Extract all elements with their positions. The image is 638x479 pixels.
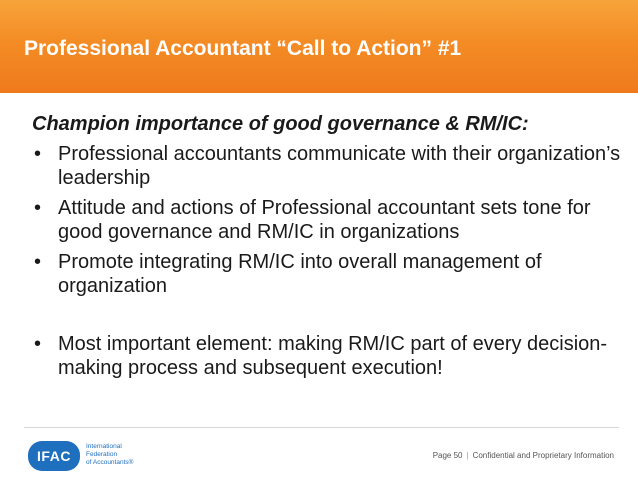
header-bar	[0, 0, 638, 93]
bullet-text: Promote integrating RM/IC into overall management of organization	[58, 251, 542, 297]
page-number: Page 50	[432, 451, 463, 460]
bullet-item	[32, 142, 622, 190]
confidential-notice: Confidential and Proprietary Information	[472, 451, 614, 460]
ifac-logo-wordmark	[86, 443, 133, 467]
bullet-item	[32, 250, 622, 298]
ifac-logo	[28, 441, 198, 471]
bullet-icon: •	[34, 197, 42, 219]
bullet-text: Professional accountants communicate with their organization’s leadership	[58, 143, 621, 189]
bullet-item	[32, 196, 622, 244]
bullet-text: Attitude and actions of Professional accountant sets tone for good governance and RM/IC in organizations	[58, 197, 591, 243]
bullet-text: Most important element: making RM/IC part of every decision-making process and subsequent execution!	[58, 333, 608, 379]
ifac-logo-badge: IFAC	[28, 441, 80, 471]
footer-separator: |	[466, 451, 469, 460]
bullet-icon: •	[34, 333, 42, 355]
footer-divider	[24, 427, 619, 428]
content-heading: Champion importance of good governance & RM/IC:	[32, 113, 529, 135]
bullet-item	[32, 332, 622, 380]
logo-line: International	[86, 443, 122, 450]
logo-line: Federation	[86, 451, 118, 458]
bullet-icon: •	[34, 251, 42, 273]
logo-line: of Accountants®	[86, 459, 134, 466]
slide-title: Professional Accountant “Call to Action” #1	[24, 37, 462, 60]
slide-content	[32, 112, 622, 386]
footer-info	[433, 451, 614, 460]
bullet-icon: •	[34, 143, 42, 165]
